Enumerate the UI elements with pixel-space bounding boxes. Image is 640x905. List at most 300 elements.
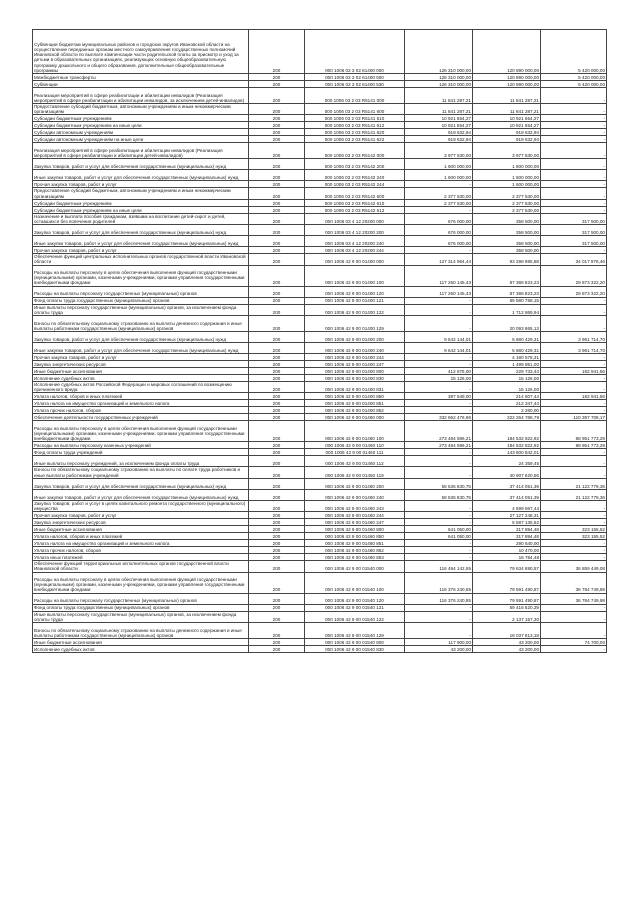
row-name: Исполнение судебных актов — [33, 375, 249, 382]
table-row — [33, 533, 607, 540]
row-unexecuted: 21 122 779,36 — [541, 478, 607, 489]
row-approved: - — [405, 519, 473, 526]
row-name: Исполнение судебных актов — [33, 646, 249, 653]
row-executed: 184 532 822,92 — [473, 442, 541, 449]
row-unexecuted: 3 961 714,70 — [541, 343, 607, 354]
row-name: Предоставление субсидий бюджетным, автономным учреждениям и иным некоммерческим организациям — [33, 104, 249, 115]
table-row — [33, 206, 607, 213]
row-approved: 11 841 287,21 — [405, 88, 473, 104]
row-approved: - — [405, 467, 473, 478]
row-approved: 126 310 000,00 — [405, 30, 473, 74]
row-budget-code: 000 1006 02 3 02 61400 500 — [305, 74, 405, 81]
row-executed: 11 841 287,21 — [473, 104, 541, 115]
table-row — [33, 199, 607, 206]
row-executed: 10 921 654,27 — [473, 115, 541, 122]
row-executed: 919 632,94 — [473, 136, 541, 143]
row-name: Обеспечение деятельности государственных учреждений — [33, 414, 249, 421]
row-line-code: 200 — [249, 478, 305, 489]
row-name: Прочая закупка товаров, работ и услуг — [33, 247, 249, 254]
row-unexecuted: - — [541, 136, 607, 143]
row-line-code: 200 — [249, 382, 305, 393]
row-executed: 93 298 985,88 — [473, 254, 541, 265]
row-executed: 919 632,94 — [473, 129, 541, 136]
row-name: Иные бюджетные ассигнования — [33, 368, 249, 375]
row-name: Уплата прочих налогов, сборов — [33, 407, 249, 414]
row-line-code: 200 — [249, 611, 305, 622]
row-line-code: 200 — [249, 400, 305, 407]
row-approved: 116 494 142,65 — [405, 561, 473, 572]
row-unexecuted: 21 122 779,36 — [541, 489, 607, 500]
row-unexecuted: - — [541, 316, 607, 332]
row-unexecuted: - — [541, 361, 607, 368]
table-row — [33, 225, 607, 236]
table-row — [33, 115, 607, 122]
row-unexecuted: 317 500,00 — [541, 225, 607, 236]
table-row — [33, 407, 607, 414]
row-approved: 919 632,94 — [405, 129, 473, 136]
row-budget-code: 000 1006 03 2 03 R5142 000 — [305, 143, 405, 159]
row-line-code: 200 — [249, 572, 305, 593]
row-name: Прочая закупка товаров, работ и услуг — [33, 181, 249, 188]
table-row — [33, 500, 607, 511]
table-row — [33, 143, 607, 159]
row-unexecuted: 29 873 322,20 — [541, 286, 607, 297]
row-unexecuted: 74 700,00 — [541, 639, 607, 646]
row-executed: 15 126,00 — [473, 375, 541, 382]
row-name: Субсидии автономным учреждениям — [33, 129, 249, 136]
row-budget-code: 000 1006 03 2 03 R5142 610 — [305, 199, 405, 206]
row-executed: 3 977 530,00 — [473, 143, 541, 159]
row-name: Расходы на выплаты персоналу в целях обеспечения выполнения функций государственными (муниципальными) органами, казенными учреждениями, органами управления государственными внебюджетными фондами — [33, 572, 249, 593]
row-line-code: 200 — [249, 343, 305, 354]
table-row — [33, 88, 607, 104]
row-budget-code: 000 1006 42 9 00 01400 800 — [305, 368, 405, 375]
row-executed: 65 580 788,15 — [473, 297, 541, 304]
row-unexecuted: 88 951 773,29 — [541, 421, 607, 442]
row-line-code: 200 — [249, 286, 305, 297]
row-name: Закупка товаров, работ и услуг для обеспечения государственных (муниципальных) нужд — [33, 332, 249, 343]
row-executed: 120 890 000,00 — [473, 81, 541, 88]
table-row — [33, 181, 607, 188]
row-approved: 676 000,00 — [405, 213, 473, 224]
table-row — [33, 368, 607, 375]
table-row — [33, 254, 607, 265]
row-unexecuted: 5 420 000,00 — [541, 74, 607, 81]
row-line-code: 200 — [249, 361, 305, 368]
row-budget-code: 000 1006 42 9 00 01400 121 — [305, 297, 405, 304]
row-executed: 59 416 520,39 — [473, 604, 541, 611]
row-line-code: 200 — [249, 540, 305, 547]
row-line-code: 200 — [249, 122, 305, 129]
row-approved: - — [405, 623, 473, 639]
row-unexecuted: - — [541, 623, 607, 639]
table-row — [33, 519, 607, 526]
row-executed: 143 600 842,01 — [473, 449, 541, 456]
row-executed: 79 634 690,57 — [473, 561, 541, 572]
row-approved: 58 536 830,75 — [405, 489, 473, 500]
row-line-code: 200 — [249, 456, 305, 467]
row-approved: 2 377 530,00 — [405, 199, 473, 206]
row-name: Расходы на выплаты персоналу в целях обеспечения выполнения функций государственными (муниципальными) органами, казенными учреждениями, органами управления государственными внебюджетными фондами — [33, 421, 249, 442]
row-unexecuted: 29 873 322,20 — [541, 265, 607, 286]
row-name: Расходы на выплаты персоналу казенных учреждений — [33, 442, 249, 449]
row-unexecuted: - — [541, 199, 607, 206]
row-line-code: 200 — [249, 136, 305, 143]
table-row — [33, 236, 607, 247]
row-line-code: 200 — [249, 159, 305, 170]
table-row — [33, 304, 607, 315]
row-budget-code: 000 1006 42 9 00 01460 112 — [305, 456, 405, 467]
row-approved: 116 376 240,85 — [405, 593, 473, 604]
row-executed: 290 640,00 — [473, 540, 541, 547]
row-approved: - — [405, 500, 473, 511]
row-executed: 27 127 248,31 — [473, 512, 541, 519]
table-row — [33, 213, 607, 224]
table-row — [33, 361, 607, 368]
row-name: Исполнение судебных актов Российской Федерации и мировых соглашений по возмещению причиненного вреда — [33, 382, 249, 393]
table-row — [33, 354, 607, 361]
row-unexecuted: - — [541, 143, 607, 159]
row-approved: 126 310 000,00 — [405, 81, 473, 88]
row-unexecuted: 182 941,56 — [541, 368, 607, 375]
row-unexecuted: - — [541, 512, 607, 519]
row-unexecuted: - — [541, 206, 607, 213]
row-executed: 79 591 490,87 — [473, 572, 541, 593]
row-name: Иные бюджетные ассигнования — [33, 526, 249, 533]
row-line-code: 200 — [249, 393, 305, 400]
row-budget-code: 000 1006 42 9 00 01400 852 — [305, 407, 405, 414]
row-approved: 9 642 144,01 — [405, 343, 473, 354]
row-approved: 11 841 287,21 — [405, 104, 473, 115]
table-row — [33, 375, 607, 382]
row-name: Иные закупки товаров, работ и услуг для обеспечения государственных (муниципальных) нужд — [33, 170, 249, 181]
row-approved: 676 000,00 — [405, 236, 473, 247]
row-unexecuted: 34 017 978,46 — [541, 254, 607, 265]
row-executed: 79 591 490,87 — [473, 593, 541, 604]
row-name: Иные закупки товаров, работ и услуг для обеспечения государственных (муниципальных) нужд — [33, 236, 249, 247]
table-row — [33, 136, 607, 143]
row-line-code: 200 — [249, 236, 305, 247]
row-budget-code: 000 1006 42 9 00 01400 240 — [305, 343, 405, 354]
row-name: Реализация мероприятий в сфере реабилитации и абилитации инвалидов (Реализация мероприятий в сфере реабилитации и абилитации детей-инвалидов) — [33, 143, 249, 159]
row-executed: 5 680 429,31 — [473, 332, 541, 343]
row-line-code: 200 — [249, 74, 305, 81]
row-line-code: 200 — [249, 247, 305, 254]
table-row — [33, 593, 607, 604]
row-unexecuted: - — [541, 382, 607, 393]
row-approved: 641 050,00 — [405, 533, 473, 540]
table-row — [33, 442, 607, 449]
table-row — [33, 159, 607, 170]
row-line-code: 200 — [249, 623, 305, 639]
row-line-code: 200 — [249, 547, 305, 554]
row-line-code: 200 — [249, 170, 305, 181]
row-line-code: 200 — [249, 213, 305, 224]
row-budget-code: 000 1006 03 2 03 R5141 000 — [305, 88, 405, 104]
row-executed: 40 907 620,56 — [473, 467, 541, 478]
row-name: Иные бюджетные ассигнования — [33, 639, 249, 646]
table-row — [33, 297, 607, 304]
table-row — [33, 343, 607, 354]
row-unexecuted: 36 784 749,98 — [541, 572, 607, 593]
row-approved: - — [405, 540, 473, 547]
table-row — [33, 104, 607, 115]
row-line-code: 200 — [249, 30, 305, 74]
row-executed: 43 200,00 — [473, 639, 541, 646]
row-name: Назначение и выплата пособия гражданам, взявшим на воспитание детей-сирот и детей, оставшихся без попечения родителей — [33, 213, 249, 224]
row-unexecuted: 323 155,52 — [541, 526, 607, 533]
row-budget-code: 000 1006 42 9 00 01460 247 — [305, 519, 405, 526]
table-row — [33, 332, 607, 343]
row-unexecuted: - — [541, 519, 607, 526]
row-executed: 358 500,00 — [473, 236, 541, 247]
row-budget-code: 000 1006 03 2 03 R5142 244 — [305, 181, 405, 188]
row-name: Фонд оплаты труда государственных (муниципальных) органов — [33, 604, 249, 611]
row-line-code: 200 — [249, 316, 305, 332]
row-line-code: 200 — [249, 188, 305, 199]
row-line-code: 200 — [249, 561, 305, 572]
table-row — [33, 646, 607, 653]
row-approved: - — [405, 547, 473, 554]
row-budget-code: 000 1006 03 2 03 R5142 600 — [305, 188, 405, 199]
row-name: Субсидии бюджетным учреждениям — [33, 115, 249, 122]
row-line-code: 200 — [249, 512, 305, 519]
table-row — [33, 188, 607, 199]
row-budget-code: 000 1006 42 9 00 01540 122 — [305, 611, 405, 622]
row-executed: 120 890 000,00 — [473, 74, 541, 81]
row-budget-code: 000 1006 03 4 12 20200 200 — [305, 225, 405, 236]
row-executed: 2 377 530,00 — [473, 206, 541, 213]
table-row — [33, 247, 607, 254]
row-line-code: 200 — [249, 88, 305, 104]
row-unexecuted: 36 784 749,98 — [541, 593, 607, 604]
row-budget-code: 000 1006 42 9 00 01460 243 — [305, 500, 405, 511]
row-unexecuted: - — [541, 115, 607, 122]
budget-report-sheet — [32, 29, 606, 653]
row-unexecuted: - — [541, 540, 607, 547]
table-row — [33, 81, 607, 88]
row-approved: - — [405, 297, 473, 304]
row-executed: 4 699 667,44 — [473, 500, 541, 511]
row-approved: - — [405, 181, 473, 188]
row-approved: - — [405, 382, 473, 393]
row-approved: - — [405, 512, 473, 519]
row-approved: 1 600 000,00 — [405, 170, 473, 181]
row-budget-code: 000 1006 42 9 00 01400 247 — [305, 361, 405, 368]
table-row — [33, 540, 607, 547]
row-executed: 24 359,45 — [473, 456, 541, 467]
row-unexecuted: - — [541, 604, 607, 611]
table-row — [33, 561, 607, 572]
row-unexecuted: - — [541, 247, 607, 254]
row-budget-code: 000 1006 42 9 00 01460 851 — [305, 540, 405, 547]
row-budget-code: 000 1006 42 9 00 01460 852 — [305, 547, 405, 554]
table-row — [33, 170, 607, 181]
row-approved: - — [405, 554, 473, 561]
row-budget-code: 000 1006 42 9 00 01460 850 — [305, 533, 405, 540]
row-line-code: 200 — [249, 115, 305, 122]
table-row — [33, 400, 607, 407]
row-name: Субсидии бюджетным учреждениям на иные цели — [33, 122, 249, 129]
row-approved: 9 642 144,01 — [405, 332, 473, 343]
row-unexecuted: - — [541, 500, 607, 511]
row-name: Взносы по обязательному социальному страхованию на выплаты по оплате труда работников и иные выплаты работникам учреждений — [33, 467, 249, 478]
table-row — [33, 122, 607, 129]
table-row — [33, 611, 607, 622]
row-line-code: 200 — [249, 304, 305, 315]
row-line-code: 200 — [249, 500, 305, 511]
row-name: Закупка энергетических ресурсов — [33, 361, 249, 368]
row-unexecuted: 5 420 000,00 — [541, 81, 607, 88]
row-budget-code: 000 1006 03 2 03 R5142 200 — [305, 159, 405, 170]
row-budget-code: 000 1006 03 2 03 R5141 612 — [305, 122, 405, 129]
budget-table-body — [33, 30, 607, 653]
row-executed: 20 093 865,13 — [473, 316, 541, 332]
table-row — [33, 512, 607, 519]
row-approved: 2 377 530,00 — [405, 188, 473, 199]
row-executed: 184 532 822,92 — [473, 421, 541, 442]
row-name: Уплата налога на имущество организаций и земельного налога — [33, 540, 249, 547]
table-row — [33, 467, 607, 478]
row-executed: 317 894,48 — [473, 526, 541, 533]
row-executed: 87 386 823,23 — [473, 265, 541, 286]
row-unexecuted: - — [541, 407, 607, 414]
row-line-code: 200 — [249, 533, 305, 540]
row-line-code: 200 — [249, 129, 305, 136]
row-approved: - — [405, 304, 473, 315]
table-row — [33, 554, 607, 561]
row-budget-code: 000 1006 42 9 00 01460 100 — [305, 421, 405, 442]
row-line-code: 200 — [249, 646, 305, 653]
row-name: Фонд оплаты труда учреждений — [33, 449, 249, 456]
row-line-code: 200 — [249, 81, 305, 88]
row-executed: 317 894,48 — [473, 533, 541, 540]
row-budget-code: 000 1006 42 9 00 01460 111 — [305, 449, 405, 456]
row-approved: 117 260 145,43 — [405, 265, 473, 286]
row-unexecuted: - — [541, 170, 607, 181]
row-budget-code: 000 1006 42 9 00 01460 119 — [305, 467, 405, 478]
row-executed: 43 200,00 — [473, 646, 541, 653]
row-line-code: 200 — [249, 225, 305, 236]
row-budget-code: 000 1006 42 9 00 01400 122 — [305, 304, 405, 315]
row-approved: - — [405, 354, 473, 361]
row-approved: 15 126,00 — [405, 375, 473, 382]
row-budget-code: 000 1006 42 9 00 01540 000 — [305, 561, 405, 572]
row-line-code: 200 — [249, 181, 305, 188]
row-approved: 676 000,00 — [405, 225, 473, 236]
row-unexecuted: 182 941,56 — [541, 393, 607, 400]
row-approved: - — [405, 407, 473, 414]
row-budget-code: 000 1006 42 9 00 01540 800 — [305, 639, 405, 646]
row-approved: 10 921 654,27 — [405, 122, 473, 129]
row-approved: 397 549,00 — [405, 393, 473, 400]
row-budget-code: 000 1006 42 9 00 01460 110 — [305, 442, 405, 449]
row-executed: 11 841 287,21 — [473, 88, 541, 104]
row-budget-code: 000 1006 42 9 00 01540 129 — [305, 623, 405, 639]
row-budget-code: 000 1006 42 9 00 01540 100 — [305, 572, 405, 593]
row-approved: 412 675,00 — [405, 368, 473, 375]
row-name: Прочая закупка товаров, работ и услуг — [33, 354, 249, 361]
row-line-code: 200 — [249, 297, 305, 304]
row-name: Субсидии автономным учреждениям на иные цели — [33, 136, 249, 143]
row-unexecuted: - — [541, 646, 607, 653]
row-line-code: 200 — [249, 104, 305, 115]
row-executed: 18 037 813,18 — [473, 623, 541, 639]
row-executed: 229 733,44 — [473, 368, 541, 375]
row-budget-code: 000 1006 02 3 02 61400 000 — [305, 30, 405, 74]
row-line-code: 200 — [249, 265, 305, 286]
row-name: Закупка энергетических ресурсов — [33, 519, 249, 526]
row-approved: 10 921 654,27 — [405, 115, 473, 122]
row-approved: 117 900,00 — [405, 639, 473, 646]
row-name: Взносы по обязательному социальному страхованию на выплаты денежного содержания и иные выплаты работникам государственных (муниципальных) органов — [33, 623, 249, 639]
table-row — [33, 414, 607, 421]
table-row — [33, 286, 607, 297]
row-unexecuted: - — [541, 88, 607, 104]
row-approved: - — [405, 611, 473, 622]
row-unexecuted: - — [541, 611, 607, 622]
row-budget-code: 000 1006 03 4 12 20200 244 — [305, 247, 405, 254]
row-executed: 1 600 000,00 — [473, 159, 541, 170]
row-unexecuted: - — [541, 159, 607, 170]
row-budget-code: 000 1006 42 9 00 01460 240 — [305, 489, 405, 500]
row-name: Субвенции — [33, 81, 249, 88]
row-budget-code: 000 1006 42 9 00 01460 853 — [305, 554, 405, 561]
row-line-code: 200 — [249, 526, 305, 533]
row-budget-code: 000 1006 03 2 03 R5141 620 — [305, 129, 405, 136]
row-unexecuted: - — [541, 304, 607, 315]
row-approved: 126 310 000,00 — [405, 74, 473, 81]
row-name: Реализация мероприятий в сфере реабилитации и абилитации инвалидов (Реализация мероприятий в сфере реабилитации и абилитации инвалидов, за исключением детей-инвалидов) — [33, 88, 249, 104]
row-budget-code: 000 1006 42 9 00 01400 244 — [305, 354, 405, 361]
row-unexecuted: - — [541, 400, 607, 407]
row-budget-code: 000 1006 02 3 02 61400 530 — [305, 81, 405, 88]
row-approved: 3 977 530,00 — [405, 143, 473, 159]
row-budget-code: 000 1006 42 9 00 01540 830 — [305, 646, 405, 653]
row-name: Иные выплаты персоналу учреждений, за исключением фонда оплаты труда — [33, 456, 249, 467]
row-unexecuted: - — [541, 554, 607, 561]
row-name: Субсидии бюджетным учреждениям на иные цели — [33, 206, 249, 213]
row-line-code: 200 — [249, 143, 305, 159]
row-approved: - — [405, 400, 473, 407]
row-executed: 37 414 051,39 — [473, 478, 541, 489]
row-approved: - — [405, 247, 473, 254]
row-line-code: 200 — [249, 489, 305, 500]
table-row — [33, 456, 607, 467]
row-executed: 15 126,00 — [473, 382, 541, 393]
table-row — [33, 30, 607, 74]
row-executed: 5 680 429,31 — [473, 343, 541, 354]
row-line-code: 200 — [249, 368, 305, 375]
row-line-code: 200 — [249, 407, 305, 414]
row-budget-code: 000 1006 42 9 00 01400 851 — [305, 400, 405, 407]
row-executed: 358 500,00 — [473, 225, 541, 236]
row-name: Закупка товаров, работ и услуг для обеспечения государственных (муниципальных) нужд — [33, 478, 249, 489]
row-approved: - — [405, 316, 473, 332]
row-line-code: 200 — [249, 414, 305, 421]
row-unexecuted: - — [541, 456, 607, 467]
row-line-code: 200 — [249, 254, 305, 265]
row-name: Фонд оплаты труда государственных (муниципальных) органов — [33, 297, 249, 304]
row-approved: - — [405, 361, 473, 368]
row-name: Субсидии бюджетным учреждениям — [33, 199, 249, 206]
table-row — [33, 74, 607, 81]
row-line-code: 200 — [249, 639, 305, 646]
row-executed: 214 607,44 — [473, 393, 541, 400]
row-budget-code: 000 1006 42 9 00 01460 244 — [305, 512, 405, 519]
table-row — [33, 129, 607, 136]
row-budget-code: 000 1006 42 9 00 01460 200 — [305, 478, 405, 489]
